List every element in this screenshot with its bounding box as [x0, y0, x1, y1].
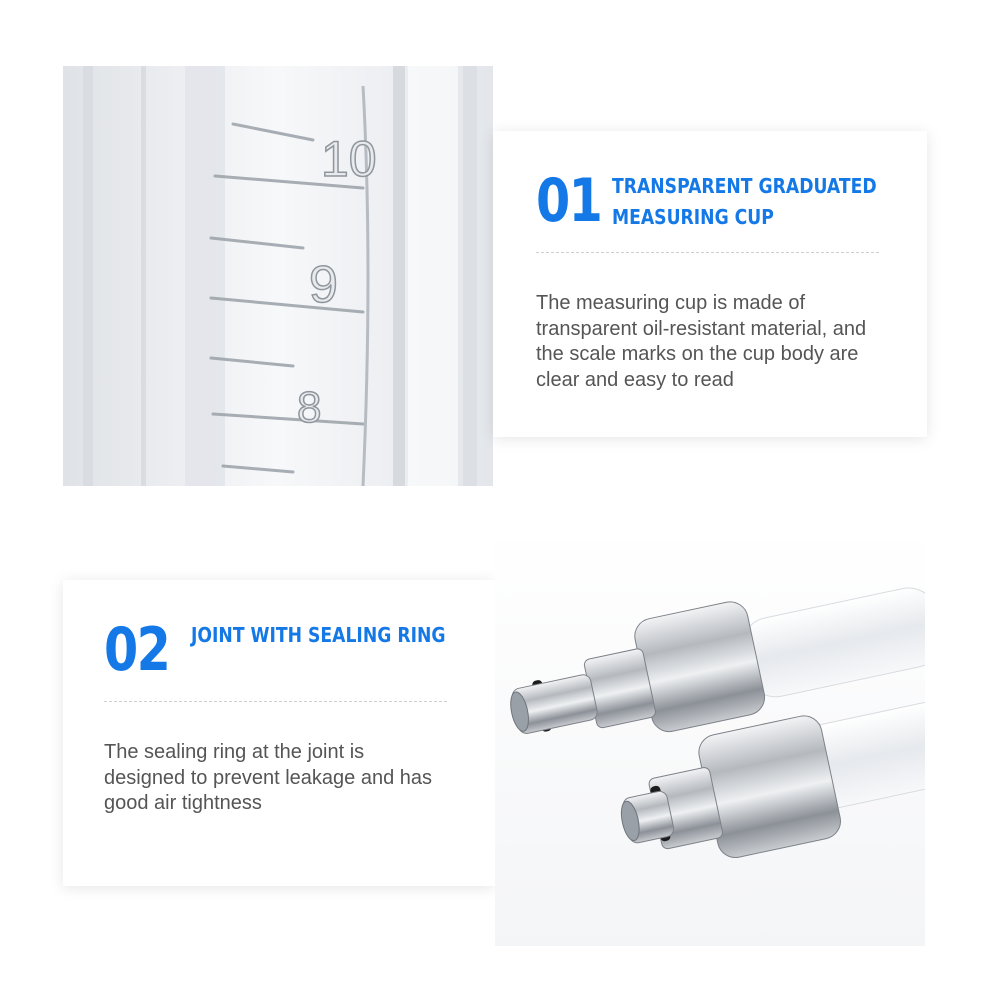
- feature-card-1: [493, 131, 927, 437]
- feature-title-1: TRANSPARENT GRADUATED MEASURING CUP: [612, 174, 877, 229]
- measuring-cup-photo: [63, 66, 493, 486]
- feature-title-2: JOINT WITH SEALING RING: [191, 623, 446, 647]
- joint-photo: [495, 526, 925, 946]
- metal-joint-illustration: [495, 526, 925, 946]
- feature-description-2: The sealing ring at the joint is designed to prevent leakage and has good air tightness: [104, 741, 433, 814]
- scale-label-8: 8: [297, 383, 322, 432]
- feature-description-1: The measuring cup is made of transparent oil-resistant material, and the scale marks on the cup body are clear and easy to read: [536, 292, 867, 391]
- feature-number-2: 02: [104, 615, 170, 685]
- feature-number-1: 01: [536, 166, 602, 236]
- scale-label-9: 9: [309, 256, 338, 314]
- measuring-cup-illustration: [63, 66, 493, 486]
- divider: [104, 701, 447, 702]
- feature-card-2: [63, 580, 495, 886]
- scale-label-10: 10: [321, 131, 377, 187]
- divider: [536, 252, 879, 253]
